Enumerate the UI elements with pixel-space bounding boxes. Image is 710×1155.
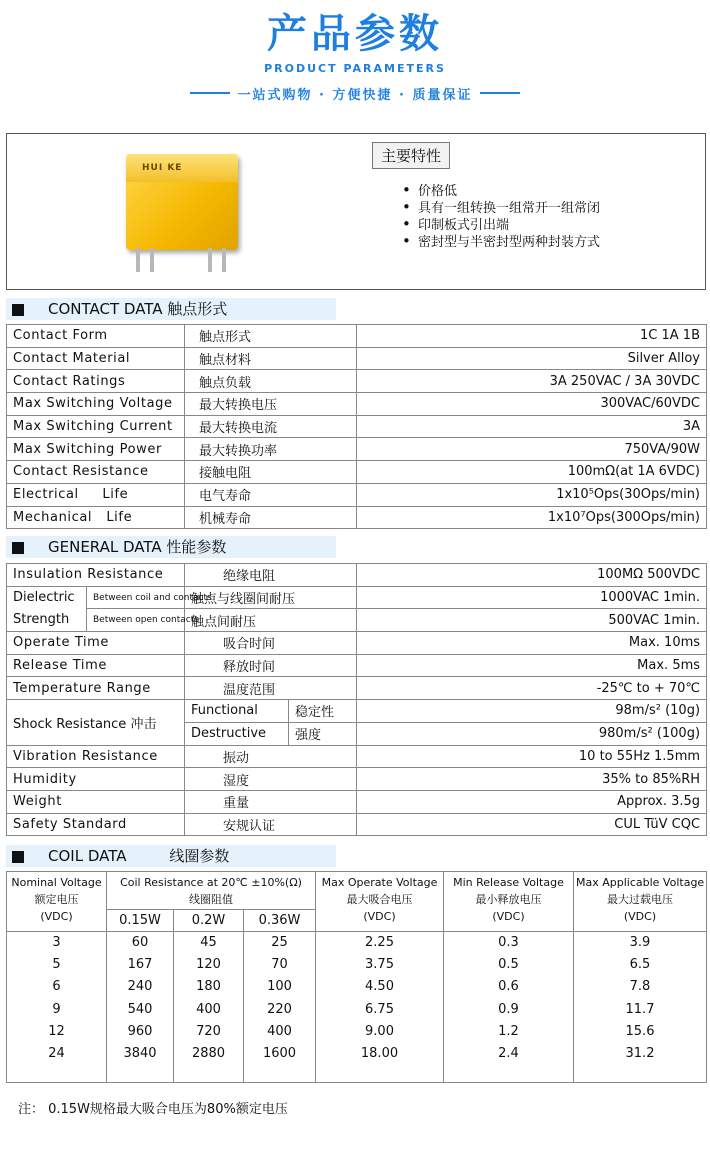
nominal-voltage-cell: 9 [7, 998, 107, 1020]
max-applicable-voltage-cell: 3.9 [574, 932, 707, 954]
contact-data-table [6, 324, 707, 529]
empty-cell [7, 1065, 107, 1083]
coil-header-row [7, 872, 707, 910]
resistance-02w-cell: 720 [174, 1020, 244, 1042]
row-value: 35% to 85%RH [357, 768, 707, 791]
row-value: CUL TüV CQC [357, 813, 707, 836]
table-row [7, 677, 707, 700]
table-row [7, 506, 707, 529]
row-label-en: Humidity [7, 768, 185, 791]
table-row [7, 347, 707, 370]
row-label-zh: 触点间耐压 [185, 609, 357, 632]
row-value: 10 to 55Hz 1.5mm [357, 745, 707, 768]
nominal-voltage-cell: 5 [7, 954, 107, 976]
row-value: 1x10⁵Ops(30Ops/min) [357, 483, 707, 506]
feature-item: • 具有一组转换一组常开一组常闭 [402, 200, 702, 217]
features-list [402, 183, 702, 251]
dielectric-label-line1: Dielectric [13, 589, 75, 605]
row-label-zh: 振动 [185, 745, 357, 768]
shock-functional-label: Functional [185, 700, 289, 723]
row-value: 100MΩ 500VDC [357, 564, 707, 587]
header-line: Max Applicable Voltage [576, 876, 705, 889]
coil-resistance-header [107, 872, 316, 910]
row-label-zh: 触点负载 [185, 370, 357, 393]
nominal-voltage-cell: 12 [7, 1020, 107, 1042]
features-box [6, 133, 706, 290]
row-label-zh: 最大转换电流 [185, 415, 357, 438]
header-line: 线圈阻值 [189, 893, 233, 906]
resistance-015w-cell: 540 [107, 998, 174, 1020]
row-label-zh: 强度 [289, 722, 357, 745]
section-title: COIL DATA 线圈参数 [48, 847, 230, 865]
row-label-zh: 绝缘电阻 [185, 564, 357, 587]
row-label-en: Operate Time [7, 632, 185, 655]
max-applicable-voltage-cell: 7.8 [574, 976, 707, 998]
row-label-en: Insulation Resistance [7, 564, 185, 587]
nominal-voltage-cell: 24 [7, 1042, 107, 1064]
max-operate-voltage-header [316, 872, 444, 932]
header-line: (VDC) [363, 910, 396, 923]
resistance-02w-cell: 400 [174, 998, 244, 1020]
table-row [7, 790, 707, 813]
min-release-voltage-cell: 1.2 [444, 1020, 574, 1042]
row-value: 1x10⁷Ops(300Ops/min) [357, 506, 707, 529]
general-data-table [6, 563, 707, 836]
table-row [7, 632, 707, 655]
header-line: (VDC) [492, 910, 525, 923]
resistance-02w-cell: 45 [174, 932, 244, 954]
table-row [7, 370, 707, 393]
table-row [7, 932, 707, 954]
row-label-en: Temperature Range [7, 677, 185, 700]
max-applicable-voltage-cell: 15.6 [574, 1020, 707, 1042]
table-row [7, 393, 707, 416]
relay-brand-text: HUI KE [142, 163, 183, 173]
dielectric-label-line2: Strength [13, 611, 70, 627]
empty-cell [107, 1065, 174, 1083]
empty-cell [174, 1065, 244, 1083]
feature-item: • 价格低 [402, 183, 702, 200]
row-label-zh: 安规认证 [185, 813, 357, 836]
row-label-zh: 湿度 [185, 768, 357, 791]
row-value: Approx. 3.5g [357, 790, 707, 813]
table-row [7, 654, 707, 677]
header-line: 最小释放电压 [475, 893, 542, 906]
shock-label: Shock Resistance 冲击 [7, 700, 185, 745]
row-label-zh: 触点与线圈间耐压 [185, 586, 357, 609]
table-row [7, 700, 707, 723]
nominal-voltage-header [7, 872, 107, 932]
section-header [6, 845, 336, 867]
row-label-zh: 最大转换电压 [185, 393, 357, 416]
row-label-zh: 稳定性 [289, 700, 357, 723]
row-label-zh: 触点材料 [185, 347, 357, 370]
table-row [7, 609, 707, 632]
header-line: Coil Resistance at 20℃ ±10%(Ω) [120, 876, 302, 889]
resistance-036w-cell: 400 [244, 1020, 316, 1042]
row-value: Max. 5ms [357, 654, 707, 677]
resistance-036w-cell: 25 [244, 932, 316, 954]
resistance-015w-cell: 240 [107, 976, 174, 998]
resistance-015w-cell: 3840 [107, 1042, 174, 1064]
row-label-en: Electrical Life [7, 483, 185, 506]
max-applicable-voltage-cell: 11.7 [574, 998, 707, 1020]
row-label-en: Safety Standard [7, 813, 185, 836]
table-row [7, 438, 707, 461]
row-label-zh: 电气寿命 [185, 483, 357, 506]
header-line: (VDC) [623, 910, 657, 923]
dielectric-coil-contacts-label: Between coil and contacts [87, 586, 185, 609]
max-applicable-voltage-cell: 31.2 [574, 1042, 707, 1064]
resistance-02w-cell: 2880 [174, 1042, 244, 1064]
row-label-en: Contact Ratings [7, 370, 185, 393]
section-title: GENERAL DATA 性能参数 [48, 538, 227, 556]
min-release-voltage-cell: 2.4 [444, 1042, 574, 1064]
empty-cell [444, 1065, 574, 1083]
resistance-015w-cell: 60 [107, 932, 174, 954]
table-row [7, 415, 707, 438]
table-row [7, 768, 707, 791]
row-label-en: Max Switching Current [7, 415, 185, 438]
min-release-voltage-cell: 0.5 [444, 954, 574, 976]
header-line: Max Operate Voltage [321, 876, 438, 889]
relay-pin [222, 248, 226, 272]
section-square-icon [12, 542, 24, 554]
section-square-icon [12, 851, 24, 863]
header-line: 额定电压 [34, 893, 79, 906]
min-release-voltage-cell: 0.3 [444, 932, 574, 954]
page-slogan: 一站式购物 · 方便快捷 · 质量保证 [237, 88, 473, 103]
footnote: 注： 0.15W规格最大吸合电压为80%额定电压 [18, 1102, 288, 1117]
row-label-en: Vibration Resistance [7, 745, 185, 768]
table-row [7, 564, 707, 587]
table-row [7, 813, 707, 836]
row-label-zh: 释放时间 [185, 654, 357, 677]
max-operate-voltage-cell: 2.25 [316, 932, 444, 954]
row-value: Silver Alloy [357, 347, 707, 370]
row-label-zh: 重量 [185, 790, 357, 813]
section-title: CONTACT DATA 触点形式 [48, 300, 228, 318]
row-label-zh: 触点形式 [185, 325, 357, 348]
empty-cell [244, 1065, 316, 1083]
row-value: 1C 1A 1B [357, 325, 707, 348]
table-row [7, 483, 707, 506]
table-row [7, 325, 707, 348]
max-applicable-voltage-cell: 6.5 [574, 954, 707, 976]
row-value: 98m/s² (10g) [357, 700, 707, 723]
max-operate-voltage-cell: 4.50 [316, 976, 444, 998]
features-list-block [372, 142, 702, 251]
header-line: 最大吸合电压 [346, 893, 413, 906]
relay-pin [208, 248, 212, 272]
feature-item: • 密封型与半密封型两种封装方式 [402, 234, 702, 251]
relay-pin [136, 248, 140, 272]
header-line: (VDC) [40, 910, 73, 923]
max-operate-voltage-cell: 9.00 [316, 1020, 444, 1042]
resistance-036w-cell: 1600 [244, 1042, 316, 1064]
row-value: 3A [357, 415, 707, 438]
table-row [7, 998, 707, 1020]
nominal-voltage-cell: 3 [7, 932, 107, 954]
dielectric-label [7, 586, 87, 631]
row-label-zh: 温度范围 [185, 677, 357, 700]
dielectric-open-contacts-label: Between open contacts [87, 609, 185, 632]
min-release-voltage-cell: 0.9 [444, 998, 574, 1020]
header-line: 最大过载电压 [607, 893, 673, 906]
row-label-en: Mechanical Life [7, 506, 185, 529]
row-label-en: Max Switching Voltage [7, 393, 185, 416]
min-release-voltage-cell: 0.6 [444, 976, 574, 998]
empty-cell [574, 1065, 707, 1083]
row-label-en: Contact Material [7, 347, 185, 370]
power-036w-header: 0.36W [244, 910, 316, 932]
power-015w-header: 0.15W [107, 910, 174, 932]
table-row-empty [7, 1065, 707, 1083]
feature-item: • 印制板式引出端 [402, 217, 702, 234]
max-applicable-voltage-header [574, 872, 707, 932]
shock-destructive-label: Destructive [185, 722, 289, 745]
resistance-015w-cell: 167 [107, 954, 174, 976]
row-value: 100mΩ(at 1A 6VDC) [357, 461, 707, 484]
table-row [7, 954, 707, 976]
nominal-voltage-cell: 6 [7, 976, 107, 998]
resistance-02w-cell: 180 [174, 976, 244, 998]
row-label-zh: 机械寿命 [185, 506, 357, 529]
page-title: 产品参数 [267, 11, 443, 57]
features-heading: 主要特性 [372, 142, 450, 169]
relay-product-image [122, 154, 242, 272]
header-line: Nominal Voltage [11, 876, 102, 889]
table-row [7, 461, 707, 484]
row-label-zh: 吸合时间 [185, 632, 357, 655]
max-operate-voltage-cell: 18.00 [316, 1042, 444, 1064]
row-value: -25℃ to + 70℃ [357, 677, 707, 700]
row-label-en: Release Time [7, 654, 185, 677]
page-subtitle: PRODUCT PARAMETERS [264, 62, 446, 75]
empty-cell [316, 1065, 444, 1083]
table-row [7, 1020, 707, 1042]
relay-pin [150, 248, 154, 272]
row-label-en: Contact Form [7, 325, 185, 348]
section-header [6, 298, 336, 320]
row-value: 300VAC/60VDC [357, 393, 707, 416]
row-value: 500VAC 1min. [357, 609, 707, 632]
row-label-en: Max Switching Power [7, 438, 185, 461]
resistance-036w-cell: 70 [244, 954, 316, 976]
table-row [7, 745, 707, 768]
header-line: Min Release Voltage [453, 876, 564, 889]
max-operate-voltage-cell: 3.75 [316, 954, 444, 976]
section-square-icon [12, 304, 24, 316]
row-value: Max. 10ms [357, 632, 707, 655]
max-operate-voltage-cell: 6.75 [316, 998, 444, 1020]
power-02w-header: 0.2W [174, 910, 244, 932]
row-value: 1000VAC 1min. [357, 586, 707, 609]
table-row [7, 586, 707, 609]
min-release-voltage-header [444, 872, 574, 932]
row-label-en: Weight [7, 790, 185, 813]
resistance-02w-cell: 120 [174, 954, 244, 976]
row-value: 750VA/90W [357, 438, 707, 461]
page-header [0, 0, 710, 110]
resistance-036w-cell: 100 [244, 976, 316, 998]
resistance-015w-cell: 960 [107, 1020, 174, 1042]
row-label-zh: 最大转换功率 [185, 438, 357, 461]
section-header [6, 536, 336, 558]
row-label-en: Contact Resistance [7, 461, 185, 484]
row-label-zh: 接触电阻 [185, 461, 357, 484]
table-row [7, 976, 707, 998]
coil-data-table [6, 871, 707, 1083]
row-value: 3A 250VAC / 3A 30VDC [357, 370, 707, 393]
resistance-036w-cell: 220 [244, 998, 316, 1020]
table-row [7, 1042, 707, 1064]
row-value: 980m/s² (100g) [357, 722, 707, 745]
